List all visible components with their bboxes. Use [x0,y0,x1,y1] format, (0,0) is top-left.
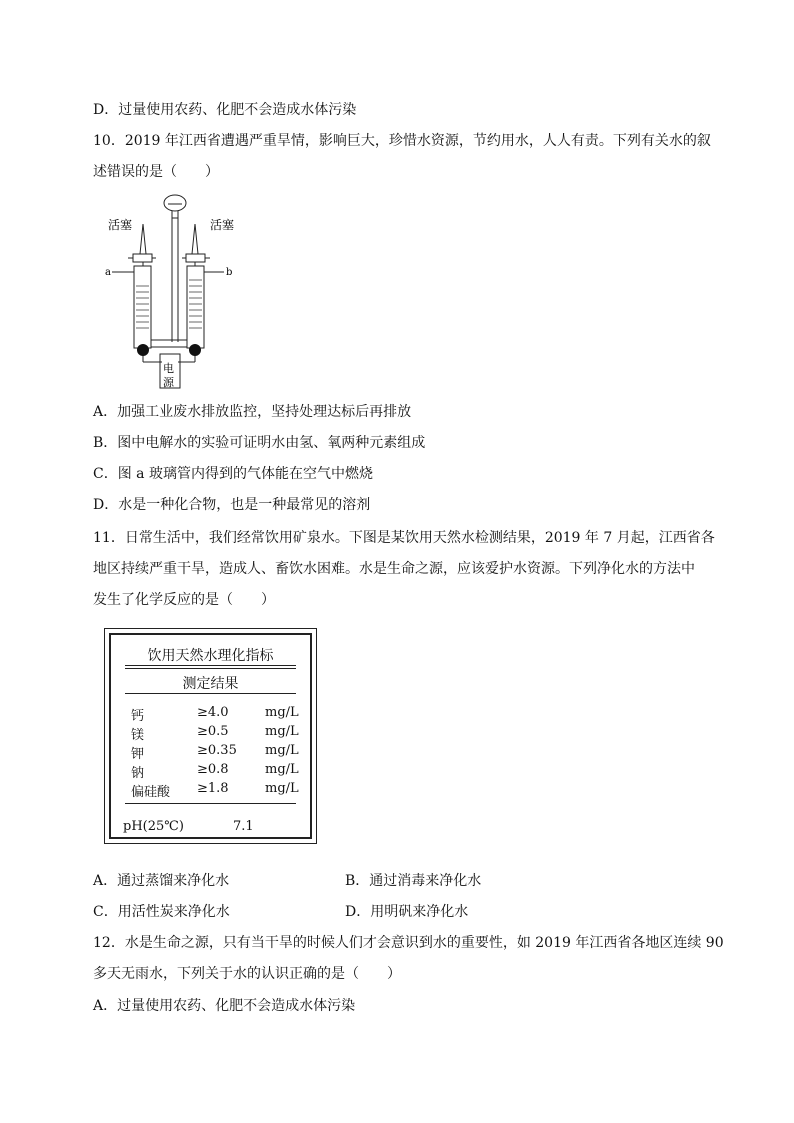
q11-option-c: C．用活性炭来净化水 [93,904,230,920]
element-name: 镁 [131,728,145,743]
q11-option-a: A．通过蒸馏来净化水 [93,873,230,889]
q10-stem-line1: 10．2019 年江西省遭遇严重旱情，影响巨大，珍惜水资源，节约用水，人人有责。下列有关水的叙 [93,133,711,149]
element-value: ≥4.0 [197,705,229,720]
q11-option-d: D．用明矾来净化水 [345,904,469,920]
q10-option-c: C．图 a 玻璃管内得到的气体能在空气中燃烧 [93,466,373,482]
table-title: 饮用天然水理化指标 [147,648,274,664]
element-value: ≥0.8 [197,762,229,777]
element-name: 钠 [131,766,145,781]
element-unit: mg/L [265,743,299,758]
element-value: ≥1.8 [197,781,229,796]
q12-stem-line2: 多天无雨水，下列关于水的认识正确的是（ ） [93,966,401,982]
element-unit: mg/L [265,762,299,777]
power-label-1: 电 [163,362,174,375]
table-row [125,781,299,800]
table-row [125,743,299,762]
table-row [125,762,299,781]
element-name: 钾 [131,747,145,762]
q12-option-a: A．过量使用农药、化肥不会造成水体污染 [93,998,356,1014]
q10-stem-line2: 述错误的是（ ） [93,164,219,180]
power-label-2: 源 [163,376,174,389]
ph-label: pH(25℃) [123,819,184,834]
q9-option-d: D．过量使用农药、化肥不会造成水体污染 [93,102,357,118]
element-name: 钙 [131,709,145,724]
q12-stem-line1: 12．水是生命之源，只有当干旱的时候人们才会意识到水的重要性，如 2019 年江西省各地区连续 90 [93,935,724,951]
electrolysis-apparatus-figure [100,190,250,390]
ph-value: 7.1 [233,819,254,834]
left-valve-label: 活塞 [108,218,133,232]
q11-stem-line2: 地区持续严重干旱，造成人、畜饮水困难。水是生命之源，应该爱护水资源。下列净化水的方法中 [93,561,695,577]
element-name: 偏硅酸 [131,785,171,800]
element-value: ≥0.5 [197,724,229,739]
q10-option-b: B．图中电解水的实验可证明水由氢、氧两种元素组成 [93,435,426,451]
table-row [125,705,299,724]
element-unit: mg/L [265,705,299,720]
q10-option-a: A．加强工业废水排放监控，坚持处理达标后再排放 [93,404,412,420]
tube-a-label: a [105,267,111,278]
q11-option-b: B．通过消毒来净化水 [345,873,482,889]
tube-b-label: b [226,267,233,278]
element-unit: mg/L [265,724,299,739]
element-value: ≥0.35 [197,743,237,758]
q10-option-d: D．水是一种化合物，也是一种最常见的溶剂 [93,497,371,513]
right-valve-label: 活塞 [210,218,235,232]
water-quality-table [104,628,317,844]
table-row [125,724,299,743]
table-subtitle: 测定结果 [182,676,239,692]
q11-stem-line3: 发生了化学反应的是（ ） [93,592,275,608]
q11-stem-line1: 11．日常生活中，我们经常饮用矿泉水。下图是某饮用天然水检测结果，2019 年 7 月起，江西省各 [93,530,715,546]
element-unit: mg/L [265,781,299,796]
